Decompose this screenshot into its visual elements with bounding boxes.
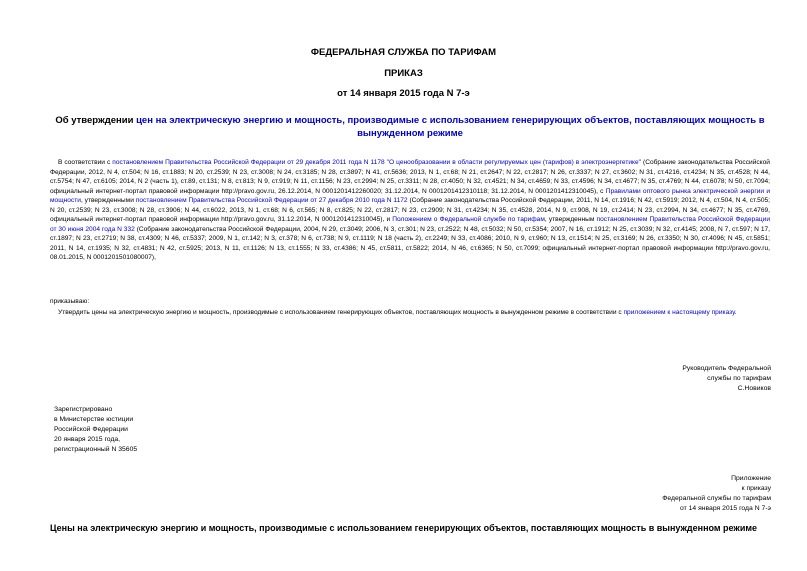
preamble-text-1: В соответствии с	[58, 159, 113, 166]
appendix-title: Цены на электрическую энергию и мощность, производимые с использованием генерирующих объектов, поставляющих мощность в вынужденном режиме	[49, 523, 758, 533]
subject-link[interactable]: цен на электрическую энергию и мощность, производимые с использованием генерирующих объектов, поставляющих мощность в вынужденном режиме	[136, 115, 765, 139]
preamble-link-decree-1178[interactable]: постановлением Правительства Российской Федерации от 29 декабря 2011 года N 1178 "О ценообразовании в области регулируемых цен (тарифов) в электроэнергетике"	[112, 159, 642, 166]
preamble-text-2: (Собрание законодательства Российской Федерации, 2012, N 4, ст.504; N 16, ст.1883; N 20, ст.2539; N 23, ст.3008; N 24, ст.3185; N 28, ст.3897; N 41, ст.5636; 2013, N 1, ст.68; N 21, ст.2647; N 22, ст.2817; N 26, ст.3337; N 27, ст.3602; N 31, ст.4216, ст.4234; N 35, ст.4528; N 44, ст.5754; N 47, ст.6105; 2014, N 2 (часть 1), ст.89, ст.131; N 8, ст.813; N 9, ст.919; N 11, ст.1156; N 23, ст.2994; N 25, ст.3311; N 28, ст.4050; N 32, ст.4521; N 34, ст.4659; N 33, ст.4596; N 34, ст.4677; N 35, ст.4769; N 44, ст.6078; N 50, ст.7094; официальный интернет-портал правовой информации http://pravo.gov.ru, 26.12.2014, N 0001201412260020; 31.12.2014, N 0001201412310118; 31.12.2014, N 0001201412310045), с	[50, 159, 771, 195]
document-subject	[50, 114, 770, 140]
signature-position: Руководитель Федеральной	[682, 365, 771, 372]
signature-block	[682, 364, 771, 394]
order-text-1: Утвердить цены на электрическую энергию и мощность, производимые с использованием генерирующих объектов, поставляющих мощность в вынужденном режиме в соответствии с	[58, 309, 624, 316]
registration-line-4: 20 января 2015 года,	[54, 436, 121, 443]
order-appendix-link[interactable]: приложением к настоящему приказу	[623, 309, 735, 316]
registration-line-3: Российской Федерации	[54, 426, 128, 433]
appendix-line-2: к приказу	[741, 485, 771, 492]
signature-agency: службы по тарифам	[707, 375, 771, 382]
registration-line-2: в Министерстве юстиции	[54, 416, 134, 423]
preamble-text-6: (Собрание законодательства Российской Федерации, 2004, N 29, ст.3049; 2006, N 3, ст.301; N 23, ст.2522; N 48, ст.5032; N 50, ст.5354; 2007, N 16, ст.1912; N 25, ст.3039; N 32, ст.4145; 2008, N 7, ст.597; N 17, ст.1897; N 23, ст.2719; N 38, ст.4309; N 46, ст.5337; 2009, N 1, ст.142; N 3, ст.378; N 6, ст.738; N 9, ст.1119; N 18 (часть 2), ст.2249; N 33, ст.4086; 2010, N 9, ст.960; N 13, ст.1514; N 25, ст.3169; N 26, ст.3350; N 30, ст.4096; N 45, ст.5851; 2011, N 14, ст.1935; N 32, ст.4831; N 42, ст.5925; 2013, N 11, ст.1126; N 13, ст.1555; N 33, ст.4386; N 45, ст.5811, ст.5822; 2014, N 46, ст.6365; N 50, ст.7099; официальный интернет-портал правовой информации http://pravo.gov.ru, 08.01.2015, N 0001201501080007),	[50, 225, 770, 261]
preamble-paragraph	[50, 158, 770, 263]
preamble-text-4: (Собрание законодательства Российской Федерации, 2011, N 14, ст.1916; N 42, ст.5919; 2012, N 4, ст.504, N 4, ст.505; N 20, ст.2539; N 23, ст.3008; N 28, ст.3906; N 44, ст.6022, 2013, N 1, ст.68; N 6, ст.565; N 8, ст.825; N 22, ст.2817; N 23, ст.2909; N 31, ст.4234; N 35, ст.4528, 2014, N 9, ст.908, N 19, ст.2414; N 23, ст.2994, N 34, ст.4677; N 35, ст.4769, официальный интернет-портал правовой информации http://pravo.gov.ru, 31.12.2014, N 0001201412310045), и	[50, 197, 770, 223]
registration-block	[54, 405, 137, 455]
preamble-text-5: , утвержденным	[544, 216, 597, 223]
preamble-link-fst-regulation[interactable]: Положением о Федеральной службе по тарифам	[392, 216, 545, 223]
registration-line-5: регистрационный N 35605	[54, 446, 138, 453]
registration-line-1: Зарегистрировано	[54, 406, 113, 413]
appendix-header	[662, 474, 771, 514]
order-word: приказываю:	[50, 298, 90, 305]
preamble-text-3: , утвержденными	[80, 197, 136, 204]
order-text-2: .	[734, 309, 737, 316]
document-date-number: от 14 января 2015 года N 7-э	[337, 88, 470, 99]
agency-name: ФЕДЕРАЛЬНАЯ СЛУЖБА ПО ТАРИФАМ	[310, 47, 497, 58]
order-paragraph	[50, 308, 770, 318]
preamble-link-decree-332[interactable]: постановлением Правительства Российской Федерации от 30 июня 2004 года N 332	[50, 216, 771, 233]
signature-name: С.Новиков	[737, 385, 771, 392]
preamble-link-wholesale-rules[interactable]: Правилами оптового рынка электрической энергии и мощности	[50, 187, 771, 204]
appendix-line-4: от 14 января 2015 года N 7-э	[679, 505, 771, 512]
appendix-line-3: Федеральной службы по тарифам	[662, 495, 771, 502]
preamble-link-decree-1172[interactable]: постановлением Правительства Российской Федерации от 27 декабря 2010 года N 1172	[135, 197, 408, 204]
appendix-line-1: Приложение	[731, 475, 771, 482]
document-type: ПРИКАЗ	[384, 68, 423, 79]
subject-prefix: Об утверждении	[55, 115, 137, 126]
